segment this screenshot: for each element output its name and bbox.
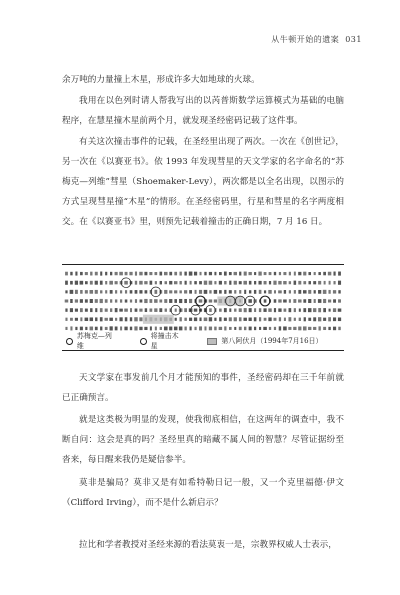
paragraph-6: 莫非是骗局？莫非又是有如希特勒日记一般，又一个克里福德·伊文（Clifford Irving），而不是什么新启示？ — [62, 478, 344, 508]
figure-top-rule — [62, 264, 344, 265]
running-header — [271, 34, 362, 45]
bible-code-figure — [62, 264, 344, 352]
circle-marker-icon — [66, 338, 73, 345]
figure-bottom-rule — [62, 350, 344, 351]
paragraph-7: 拉比和学者教授对圣经来源的看法莫衷一是，宗教界权威人士表示， — [79, 540, 337, 550]
legend-label-date: 第八阿伏月（1994年7月16日） — [221, 337, 323, 345]
letter-grid — [64, 269, 342, 333]
shaded-box-marker-icon — [207, 338, 218, 345]
legend-item-date — [207, 336, 323, 346]
paragraph-1: 余万吨的力量撞上木星，形成许多大如地球的火球。 — [62, 75, 260, 85]
legend-label-comet: 苏梅克—列维 — [76, 332, 112, 350]
legend-label-jupiter: 将撞击木星 — [150, 332, 179, 350]
figure-legend — [66, 332, 342, 350]
paragraph-2: 我用在以色列时请人帮我写出的以芮普斯数学运算模式为基础的电脑程序，在慧星撞木星前两个月，就发现圣经密码记载了这件事。 — [62, 96, 344, 126]
bold-circle-marker-icon — [140, 338, 147, 345]
page-number: 031 — [345, 35, 362, 44]
running-title: 从牛顿开始的遗案 — [271, 35, 340, 44]
paragraph-4: 天文学家在事发前几个月才能预知的事件，圣经密码却在三千年前就已正确预言。 — [62, 373, 344, 403]
legend-item-jupiter — [140, 331, 185, 351]
paragraph-5: 就是这类极为明显的发现，使我彻底相信，在这两年的调查中，我不断自问：这会是真的吗？圣经里真的暗藏不属人间的智慧？尽管证据纷至沓来，每日醒来我仍是疑信参半。 — [62, 415, 344, 465]
legend-item-comet — [66, 331, 118, 351]
paragraph-3: 有关这次撞击事件的记载，在圣经里出现了两次。一次在《创世记》，另一次在《以赛亚书》。依 1993 年发现彗星的天文学家的名字命名的“苏梅克—列维”彗星（Shoemaker-Levy），两次都是以全名出现，以图示的方式呈现彗星撞“木星”的情形。在圣经密码里，行星和彗星的名字两度相交。在《以赛亚书》里，则预先记载着撞击的正确日期，7 月 16 日。 — [62, 137, 344, 227]
